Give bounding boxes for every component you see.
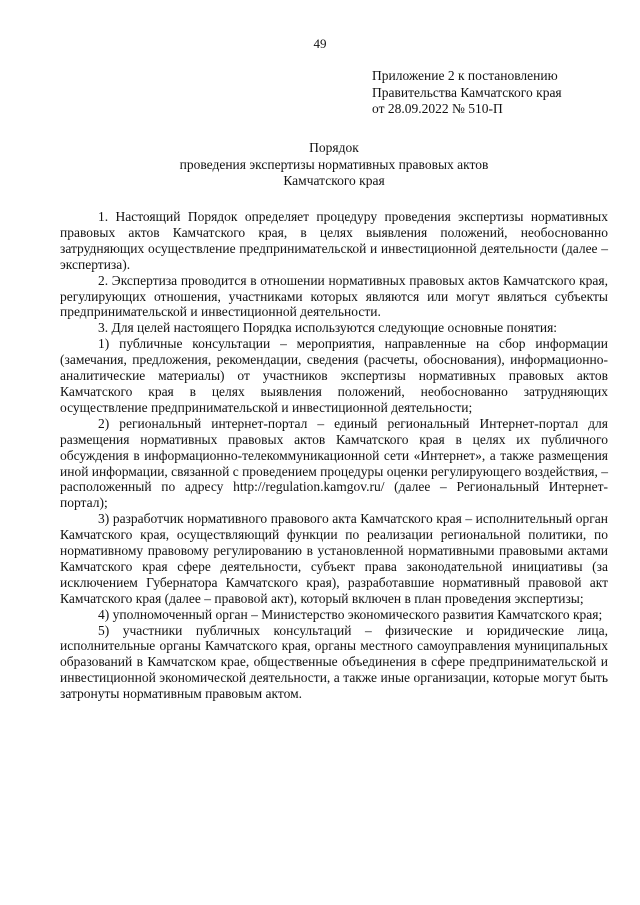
paragraph-2: 2. Экспертиза проводится в отношении нормативных правовых актов Камчатского края, регулирующих отношения, участниками которых являются или могут являться субъекты предпринимательской и инвестиционной деятельности. xyxy=(60,272,608,320)
appendix-header xyxy=(372,68,622,118)
page-number: 49 xyxy=(313,36,327,51)
appendix-line-1: Приложение 2 к постановлению xyxy=(372,68,558,83)
definition-developer: 3) разработчик нормативного правового акта Камчатского края – исполнительный орган Камчатского края, осуществляющий функции по реализации региональной политики, по нормативному правовому регулированию в установленной нормативными правовыми актами Камчатского края сфере деятельности, субъект права законодательной инициативы (за исключением Губернатора Камчатского края), разработавшие нормативный правовой акт Камчатского края (далее – правовой акт), который включен в план проведения экспертизы; xyxy=(60,511,608,606)
paragraph-3: 3. Для целей настоящего Порядка используются следующие основные понятия: xyxy=(98,320,558,336)
title-line-3: Камчатского края xyxy=(283,173,385,188)
paragraph-1: 1. Настоящий Порядок определяет процедуру проведения экспертизы нормативных правовых актов Камчатского края, в целях выявления положений, необоснованно затрудняющих осуществление предпринимательской и инвестиционной деятельности (далее – экспертиза). xyxy=(60,209,608,272)
definition-participants: 5) участники публичных консультаций – физические и юридические лица, исполнительные органы Камчатского края, органы местного самоуправления муниципальных образований в Камчатском крае, общественные объединения в сфере предпринимательской и инвестиционной экономической деятельности, а также иные организации, которые могут быть затронуты нормативным правовым актом. xyxy=(60,622,608,702)
definition-authorized-body: 4) уполномоченный орган – Министерство экономического развития Камчатского края; xyxy=(98,606,603,622)
document-body xyxy=(60,209,608,702)
definition-regional-portal: 2) региональный интернет-портал – единый региональный Интернет-портал для размещения нормативных правовых актов Камчатского края в целях их публичного обсуждения в информационно-телекоммуникационной сети «Интернет», а также размещения иной информации, связанной с проведением процедуры оценки регулирующего воздействия, – расположенный по адресу http://regulation.kamgov.ru/ (далее – Региональный Интернет-портал); xyxy=(60,415,608,511)
appendix-line-2: Правительства Камчатского края xyxy=(372,84,562,100)
title-line-1: Порядок xyxy=(309,140,359,155)
appendix-line-3: от 28.09.2022 № 510-П xyxy=(372,101,503,116)
definition-public-consultations: 1) публичные консультации – мероприятия, направленные на сбор информации (замечания, предложения, рекомендации, сведения (расчеты, обоснования), информационно-аналитические материалы) от участников экспертизы нормативных правовых актов Камчатского края в целях выявления положений, необоснованно затрудняющих осуществление предпринимательской и инвестиционной деятельности; xyxy=(60,336,608,415)
document-title xyxy=(60,140,608,190)
title-line-2: проведения экспертизы нормативных правовых актов xyxy=(179,156,489,172)
